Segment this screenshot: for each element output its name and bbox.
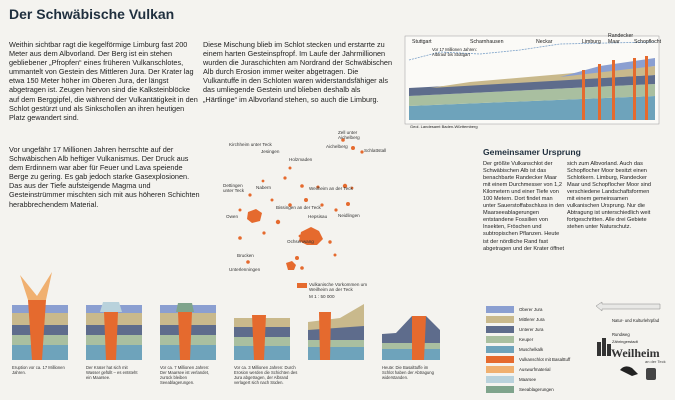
profile-pipe-3 <box>612 60 615 120</box>
legend-swatch <box>486 336 514 343</box>
map-place-bissingen: Bissingen an der Teck <box>276 205 321 210</box>
caption-maarsee: Der Krater hat sich mit Wasser gefüllt – es entsteht ein Maarsee. <box>86 365 138 380</box>
profile-place-schopflocht: Schopflocht <box>634 39 662 45</box>
trail-sign-line2: Rundweg <box>612 332 630 337</box>
coat-of-arms-icon <box>646 368 656 380</box>
legend-swatch <box>486 356 514 363</box>
legend-swatch <box>486 346 514 353</box>
caption-eruption: Eruption vor ca. 17 Millionen Jahren. <box>12 365 65 375</box>
map-legend-text: Vulkanische Vorkommen um Weilheim an der Teck <box>309 282 368 293</box>
erosion-paragraph: Diese Mischung blieb im Schlot stecken und erstarrte zu einem harten Gesteinspfropf. Im Laufe der Jahrmillionen wurden die Juraschichten am Nordrand der Schwäbischen Alb durch Erosion immer weiter abgetragen. Die Vulkantuffe in den Schloten waren widerstandsfähiger als das umliegende Gestein und blieben deshalb als „Härtlinge“ im Albvorland stehen, so auch die Limburg. <box>203 40 393 104</box>
cross-section-1 <box>12 272 68 360</box>
map-legend-swatch <box>297 283 307 288</box>
cross-section-2 <box>86 302 142 360</box>
section-heading: Gemeinsamer Ursprung <box>483 147 581 157</box>
profile-place-scharnhausen: Scharnhausen <box>470 39 504 45</box>
section-text-col1: Der größte Vulkanschlot der Schwäbischen Alb ist das benachbarte Randecker Maar mit einem Durchmesser von 1,2 Kilometern und einer Tiefe von 100 Metern. Dort findet man unter Sauerstoffabschluss in den Maarseeablagerungen entstandene Fossilien von Insekten, Fröschen und subtropischen Pflanzen. Heute ist der nördliche Rand fast abgetragen und der Krater öffnet <box>483 161 565 252</box>
legend-swatch <box>486 316 514 323</box>
legend-label: Keuper <box>519 337 534 342</box>
legend-swatch <box>486 376 514 383</box>
legend-label: Oberer Jura <box>519 307 543 312</box>
map-place-unterlenningen: Unterlenningen <box>229 267 261 272</box>
profile-pipe-4 <box>633 58 636 120</box>
profile-place-neckar: Neckar <box>536 39 553 45</box>
cross-section-3 <box>160 303 216 360</box>
map-place-nabern: Nabern <box>256 185 272 190</box>
trail-sign-line1: Natur- und Kulturlehrpfad <box>612 318 660 323</box>
board-title: Der Schwäbische Vulkan <box>9 6 175 22</box>
legend-label: Vulkanschlot mit Basalttuff <box>519 357 571 362</box>
map-volcanic-area-3 <box>286 261 296 270</box>
profile-place-stuttgart: Stuttgart <box>412 39 432 45</box>
profile-pipe-1 <box>582 70 585 120</box>
map-place-zell: Zell unter Aichelberg <box>338 130 360 141</box>
map-place-weilheim: Weilheim an der Teck <box>309 186 353 191</box>
volcanism-paragraph: Vor ungefähr 17 Millionen Jahren herrschte auf der Schwäbischen Alb heftiger Vulkanismus. Der Druck aus dem Erdinnern war aber für Feuer und Lava speiende Berge zu gering. Es gab jedoch starke Gasexplosionen. Das aus der Tiefe aufsteigende Magma und Gesteinstrümmer mischten sich mit aus höheren Schichten herabbrechendem Material. <box>9 145 200 209</box>
legend-label: Muschelkalk <box>519 347 544 352</box>
legend-label: Auswurfmaterial <box>519 367 551 372</box>
legend-swatch <box>486 386 514 393</box>
section-text-col2: sich zum Albvorland. Auch das Schopflocher Moor besitzt einen Schlotkern. Limburg, Randecker Maar und Schopflocher Moor sind verschiedene Landschaftsformen mit einem gemeinsamen vulkanischen Ursprung. Nur die Abtragung ist unterschiedlich weit fortgeschritten. Alle drei Gebiete stehen unter Naturschutz. <box>567 161 651 231</box>
map-place-owen: Owen <box>226 214 239 219</box>
map-place-dettingen: Dettingen unter Teck <box>223 183 245 194</box>
map-place-brucken: Brucken <box>237 253 254 258</box>
caption-heute: Heute: Die Basalttuffe im Schlot haben der Abtragung widerstanden. <box>382 365 434 380</box>
caption-erosion: Vor ca. 3 Millionen Jahren: Durch Erosion werden die Schichten des Jura abgetragen, der Albrand verlagert sich nach Süden. <box>234 365 298 385</box>
map-scale: M 1 : 50 000 <box>309 294 335 299</box>
map-place-ochsenwang: Ochsenwang <box>287 239 314 244</box>
map-place-aichelberg: Aichelberg <box>326 144 348 149</box>
profile-pipe-5 <box>645 56 648 120</box>
legend-swatches <box>486 306 514 393</box>
legend-swatch <box>486 306 514 313</box>
legend-swatch <box>486 326 514 333</box>
legend-label: Maarsee <box>519 377 537 382</box>
profile-place-randecker-maar: Randecker Maar <box>608 33 634 46</box>
cross-section-6 <box>382 316 440 360</box>
profile-place-limburg: Limburg <box>582 39 601 45</box>
map-volcanic-area-2 <box>247 209 262 223</box>
weilheim-logo-icon <box>597 338 611 356</box>
map-place-jesingen: Jesingen <box>261 149 280 154</box>
fauna-icon <box>620 366 638 376</box>
profile-note: Vor 17 Millionen Jahren: Albtrauf bis Stuttgart <box>432 47 477 57</box>
legend-label: Mittlerer Jura <box>519 317 545 322</box>
map-place-kirchheim: Kirchheim unter Teck <box>229 142 272 147</box>
legend-label: Seeablagerungen <box>519 387 554 392</box>
map-place-holzmaden: Holzmaden <box>289 157 313 162</box>
map-place-hepsisau: Hepsisau <box>308 214 328 219</box>
logo-small-text: Zähringerstadt <box>612 339 638 344</box>
logo-subtitle: an der Teck <box>645 359 666 364</box>
profile-caption: Geol. Landesamt Baden-Württemberg <box>410 124 478 129</box>
legend-label: Unterer Jura <box>519 327 544 332</box>
trail-arrow <box>596 302 660 311</box>
logo-name: Weilheim <box>611 346 660 360</box>
legend-swatch <box>486 366 514 373</box>
intro-paragraph: Weithin sichtbar ragt die kegelförmige Limburg fast 200 Meter aus dem Albvorland. Der Berg ist ein stehen gebliebener „Pfropfen“ eines früheren Vulkanschlotes, ummantelt von Gestein des Mittleren Jura. Der Krater lag etwa 150 Meter höher im Oberen Jura, der längst abgetragen ist. Zeugen hiervon sind die Kalksteinblöcke auf dem Berggipfel, die während der Vulkantätigkeit in den Schlot gestürzt und als Sinkschollen an ihren heutigen Platz gewandert sind. <box>9 40 198 122</box>
caption-verlandet: Vor ca. 7 Millionen Jahren: Der Maarsee ist verlandet, zurück bleiben Seeablagerungen. <box>160 365 210 385</box>
cross-section-4 <box>234 315 290 360</box>
map-place-schlattstall: Schlattstall <box>364 148 387 153</box>
map-place-neidlingen: Neidlingen <box>338 213 360 218</box>
cross-section-5 <box>308 304 364 360</box>
profile-pipe-2 <box>598 64 601 120</box>
